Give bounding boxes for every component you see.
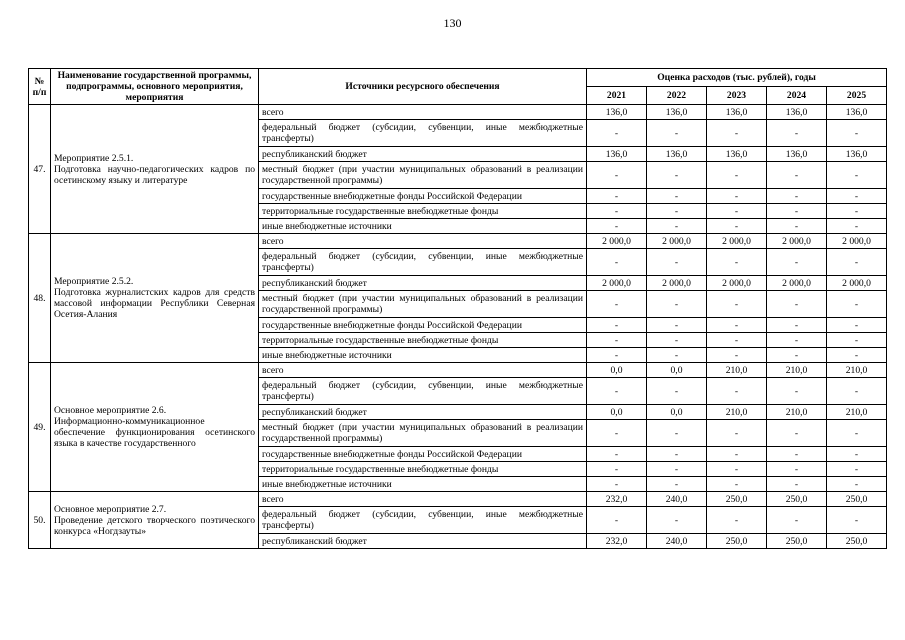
header-source: Источники ресурсного обеспечения bbox=[259, 69, 587, 105]
amount-cell: - bbox=[587, 462, 647, 477]
table-row bbox=[29, 492, 887, 507]
amount-cell: 136,0 bbox=[647, 147, 707, 162]
amount-cell: 210,0 bbox=[827, 363, 887, 378]
amount-cell: - bbox=[827, 291, 887, 318]
amount-cell: - bbox=[647, 249, 707, 276]
amount-cell: - bbox=[587, 162, 647, 189]
funding-source: территориальные государственные внебюджетные фонды bbox=[259, 333, 587, 348]
amount-cell: - bbox=[827, 420, 887, 447]
amount-cell: - bbox=[707, 249, 767, 276]
amount-cell: - bbox=[587, 120, 647, 147]
amount-cell: - bbox=[707, 348, 767, 363]
item-name bbox=[51, 105, 259, 234]
amount-cell: - bbox=[647, 162, 707, 189]
amount-cell: - bbox=[827, 249, 887, 276]
amount-cell: - bbox=[767, 462, 827, 477]
amount-cell: - bbox=[587, 204, 647, 219]
item-description: Подготовка научно-педагогических кадров по осетинскому языку и литературе bbox=[54, 163, 255, 186]
amount-cell: - bbox=[707, 447, 767, 462]
amount-cell: - bbox=[647, 318, 707, 333]
amount-cell: 250,0 bbox=[767, 492, 827, 507]
amount-cell: - bbox=[707, 507, 767, 534]
amount-cell: - bbox=[767, 249, 827, 276]
amount-cell: 240,0 bbox=[647, 492, 707, 507]
amount-cell: - bbox=[587, 447, 647, 462]
amount-cell: - bbox=[707, 120, 767, 147]
amount-cell: - bbox=[827, 378, 887, 405]
amount-cell: - bbox=[767, 189, 827, 204]
amount-cell: - bbox=[707, 291, 767, 318]
amount-cell: 210,0 bbox=[767, 405, 827, 420]
amount-cell: - bbox=[827, 204, 887, 219]
amount-cell: - bbox=[827, 318, 887, 333]
funding-source: республиканский бюджет bbox=[259, 534, 587, 549]
funding-source: местный бюджет (при участии муниципальных образований в реализации государственной программы) bbox=[259, 162, 587, 189]
amount-cell: - bbox=[647, 120, 707, 147]
funding-source: всего bbox=[259, 105, 587, 120]
amount-cell: 250,0 bbox=[707, 492, 767, 507]
amount-cell: 210,0 bbox=[767, 363, 827, 378]
item-number: 48. bbox=[29, 234, 51, 363]
amount-cell: - bbox=[767, 219, 827, 234]
header-name: Наименование государственной программы, подпрограммы, основного мероприятия, мероприятия bbox=[51, 69, 259, 105]
amount-cell: - bbox=[587, 477, 647, 492]
item-description: Проведение детского творческого поэтического конкурса «Ногдзауты» bbox=[54, 514, 255, 537]
amount-cell: - bbox=[827, 447, 887, 462]
amount-cell: - bbox=[767, 477, 827, 492]
amount-cell: 250,0 bbox=[827, 492, 887, 507]
amount-cell: - bbox=[587, 507, 647, 534]
table-body bbox=[29, 105, 887, 549]
amount-cell: - bbox=[767, 318, 827, 333]
amount-cell: - bbox=[827, 120, 887, 147]
item-label: Основное мероприятие 2.6. bbox=[54, 405, 167, 416]
amount-cell: 2 000,0 bbox=[767, 234, 827, 249]
amount-cell: 210,0 bbox=[707, 405, 767, 420]
funding-source: всего bbox=[259, 234, 587, 249]
amount-cell: - bbox=[647, 477, 707, 492]
amount-cell: 0,0 bbox=[587, 405, 647, 420]
amount-cell: - bbox=[707, 204, 767, 219]
funding-source: государственные внебюджетные фонды Российской Федерации bbox=[259, 318, 587, 333]
amount-cell: 2 000,0 bbox=[767, 276, 827, 291]
item-name bbox=[51, 234, 259, 363]
amount-cell: - bbox=[707, 219, 767, 234]
amount-cell: - bbox=[647, 447, 707, 462]
header-estimate: Оценка расходов (тыс. рублей), годы bbox=[587, 69, 887, 87]
amount-cell: 2 000,0 bbox=[587, 276, 647, 291]
amount-cell: - bbox=[827, 348, 887, 363]
item-label: Основное мероприятие 2.7. bbox=[54, 503, 167, 515]
amount-cell: 136,0 bbox=[827, 147, 887, 162]
item-number: 49. bbox=[29, 363, 51, 492]
amount-cell: - bbox=[587, 318, 647, 333]
funding-source: иные внебюджетные источники bbox=[259, 219, 587, 234]
amount-cell: - bbox=[707, 477, 767, 492]
amount-cell: - bbox=[647, 204, 707, 219]
amount-cell: - bbox=[647, 507, 707, 534]
amount-cell: - bbox=[707, 420, 767, 447]
funding-source: республиканский бюджет bbox=[259, 147, 587, 162]
funding-source: всего bbox=[259, 363, 587, 378]
amount-cell: - bbox=[827, 462, 887, 477]
amount-cell: - bbox=[707, 189, 767, 204]
funding-source: иные внебюджетные источники bbox=[259, 477, 587, 492]
amount-cell: - bbox=[827, 162, 887, 189]
amount-cell: 250,0 bbox=[827, 534, 887, 549]
amount-cell: 136,0 bbox=[767, 147, 827, 162]
amount-cell: 0,0 bbox=[647, 363, 707, 378]
amount-cell: 136,0 bbox=[767, 105, 827, 120]
table-row bbox=[29, 363, 887, 378]
table-row bbox=[29, 105, 887, 120]
header-year: 2024 bbox=[767, 87, 827, 105]
amount-cell: - bbox=[707, 162, 767, 189]
amount-cell: - bbox=[767, 447, 827, 462]
amount-cell: - bbox=[827, 219, 887, 234]
header-year: 2025 bbox=[827, 87, 887, 105]
amount-cell: - bbox=[707, 378, 767, 405]
item-name bbox=[51, 363, 259, 492]
amount-cell: - bbox=[647, 219, 707, 234]
amount-cell: - bbox=[647, 420, 707, 447]
amount-cell: - bbox=[587, 333, 647, 348]
funding-source: государственные внебюджетные фонды Российской Федерации bbox=[259, 447, 587, 462]
amount-cell: 0,0 bbox=[587, 363, 647, 378]
amount-cell: - bbox=[587, 378, 647, 405]
amount-cell: - bbox=[827, 333, 887, 348]
amount-cell: 0,0 bbox=[647, 405, 707, 420]
amount-cell: 232,0 bbox=[587, 534, 647, 549]
item-description: Подготовка журналистских кадров для средств массовой информации Республики Северная Осетия-Алания bbox=[54, 287, 255, 320]
item-description: Информационно-коммуникационное обеспечение функционирования осетинского языка в качестве государственного bbox=[54, 416, 255, 449]
amount-cell: - bbox=[767, 420, 827, 447]
amount-cell: - bbox=[767, 348, 827, 363]
funding-source: федеральный бюджет (субсидии, субвенции, иные межбюджетные трансферты) bbox=[259, 378, 587, 405]
amount-cell: 250,0 bbox=[767, 534, 827, 549]
amount-cell: - bbox=[587, 291, 647, 318]
amount-cell: - bbox=[767, 204, 827, 219]
amount-cell: - bbox=[767, 378, 827, 405]
funding-source: федеральный бюджет (субсидии, субвенции, иные межбюджетные трансферты) bbox=[259, 507, 587, 534]
amount-cell: 210,0 bbox=[707, 363, 767, 378]
amount-cell: - bbox=[647, 333, 707, 348]
funding-source: федеральный бюджет (субсидии, субвенции, иные межбюджетные трансферты) bbox=[259, 120, 587, 147]
amount-cell: 2 000,0 bbox=[827, 234, 887, 249]
amount-cell: 240,0 bbox=[647, 534, 707, 549]
amount-cell: - bbox=[827, 189, 887, 204]
page-number: 130 bbox=[443, 16, 462, 30]
amount-cell: 2 000,0 bbox=[827, 276, 887, 291]
item-number: 47. bbox=[29, 105, 51, 234]
funding-source: государственные внебюджетные фонды Российской Федерации bbox=[259, 189, 587, 204]
amount-cell: - bbox=[767, 507, 827, 534]
amount-cell: 250,0 bbox=[707, 534, 767, 549]
amount-cell: - bbox=[647, 378, 707, 405]
amount-cell: - bbox=[647, 189, 707, 204]
header-year: 2021 bbox=[587, 87, 647, 105]
amount-cell: - bbox=[767, 291, 827, 318]
amount-cell: 2 000,0 bbox=[707, 276, 767, 291]
header-year: 2022 bbox=[647, 87, 707, 105]
amount-cell: 2 000,0 bbox=[647, 276, 707, 291]
amount-cell: - bbox=[587, 348, 647, 363]
amount-cell: 136,0 bbox=[707, 105, 767, 120]
funding-source: территориальные государственные внебюджетные фонды bbox=[259, 204, 587, 219]
funding-source: территориальные государственные внебюджетные фонды bbox=[259, 462, 587, 477]
funding-source: местный бюджет (при участии муниципальных образований в реализации государственной программы) bbox=[259, 291, 587, 318]
amount-cell: - bbox=[587, 420, 647, 447]
amount-cell: - bbox=[647, 462, 707, 477]
amount-cell: 136,0 bbox=[827, 105, 887, 120]
item-name bbox=[51, 492, 259, 549]
funding-source: иные внебюджетные источники bbox=[259, 348, 587, 363]
amount-cell: 136,0 bbox=[707, 147, 767, 162]
item-label: Мероприятие 2.5.1. bbox=[54, 152, 134, 164]
amount-cell: 210,0 bbox=[827, 405, 887, 420]
amount-cell: - bbox=[767, 120, 827, 147]
amount-cell: 2 000,0 bbox=[647, 234, 707, 249]
amount-cell: - bbox=[647, 348, 707, 363]
amount-cell: - bbox=[827, 477, 887, 492]
amount-cell: - bbox=[587, 219, 647, 234]
amount-cell: 2 000,0 bbox=[707, 234, 767, 249]
amount-cell: - bbox=[647, 291, 707, 318]
amount-cell: - bbox=[587, 249, 647, 276]
funding-source: федеральный бюджет (субсидии, субвенции, иные межбюджетные трансферты) bbox=[259, 249, 587, 276]
header-year: 2023 bbox=[707, 87, 767, 105]
budget-table bbox=[28, 68, 887, 549]
amount-cell: 136,0 bbox=[647, 105, 707, 120]
amount-cell: - bbox=[707, 318, 767, 333]
amount-cell: 232,0 bbox=[587, 492, 647, 507]
funding-source: всего bbox=[259, 492, 587, 507]
amount-cell: - bbox=[827, 507, 887, 534]
amount-cell: 136,0 bbox=[587, 105, 647, 120]
amount-cell: - bbox=[707, 462, 767, 477]
amount-cell: - bbox=[707, 333, 767, 348]
amount-cell: - bbox=[587, 189, 647, 204]
item-label: Мероприятие 2.5.2. bbox=[54, 276, 134, 287]
table-row bbox=[29, 234, 887, 249]
item-number: 50. bbox=[29, 492, 51, 549]
amount-cell: 136,0 bbox=[587, 147, 647, 162]
funding-source: республиканский бюджет bbox=[259, 276, 587, 291]
amount-cell: - bbox=[767, 162, 827, 189]
funding-source: местный бюджет (при участии муниципальных образований в реализации государственной программы) bbox=[259, 420, 587, 447]
header-num: № п/п bbox=[29, 69, 51, 105]
amount-cell: - bbox=[767, 333, 827, 348]
funding-source: республиканский бюджет bbox=[259, 405, 587, 420]
amount-cell: 2 000,0 bbox=[587, 234, 647, 249]
